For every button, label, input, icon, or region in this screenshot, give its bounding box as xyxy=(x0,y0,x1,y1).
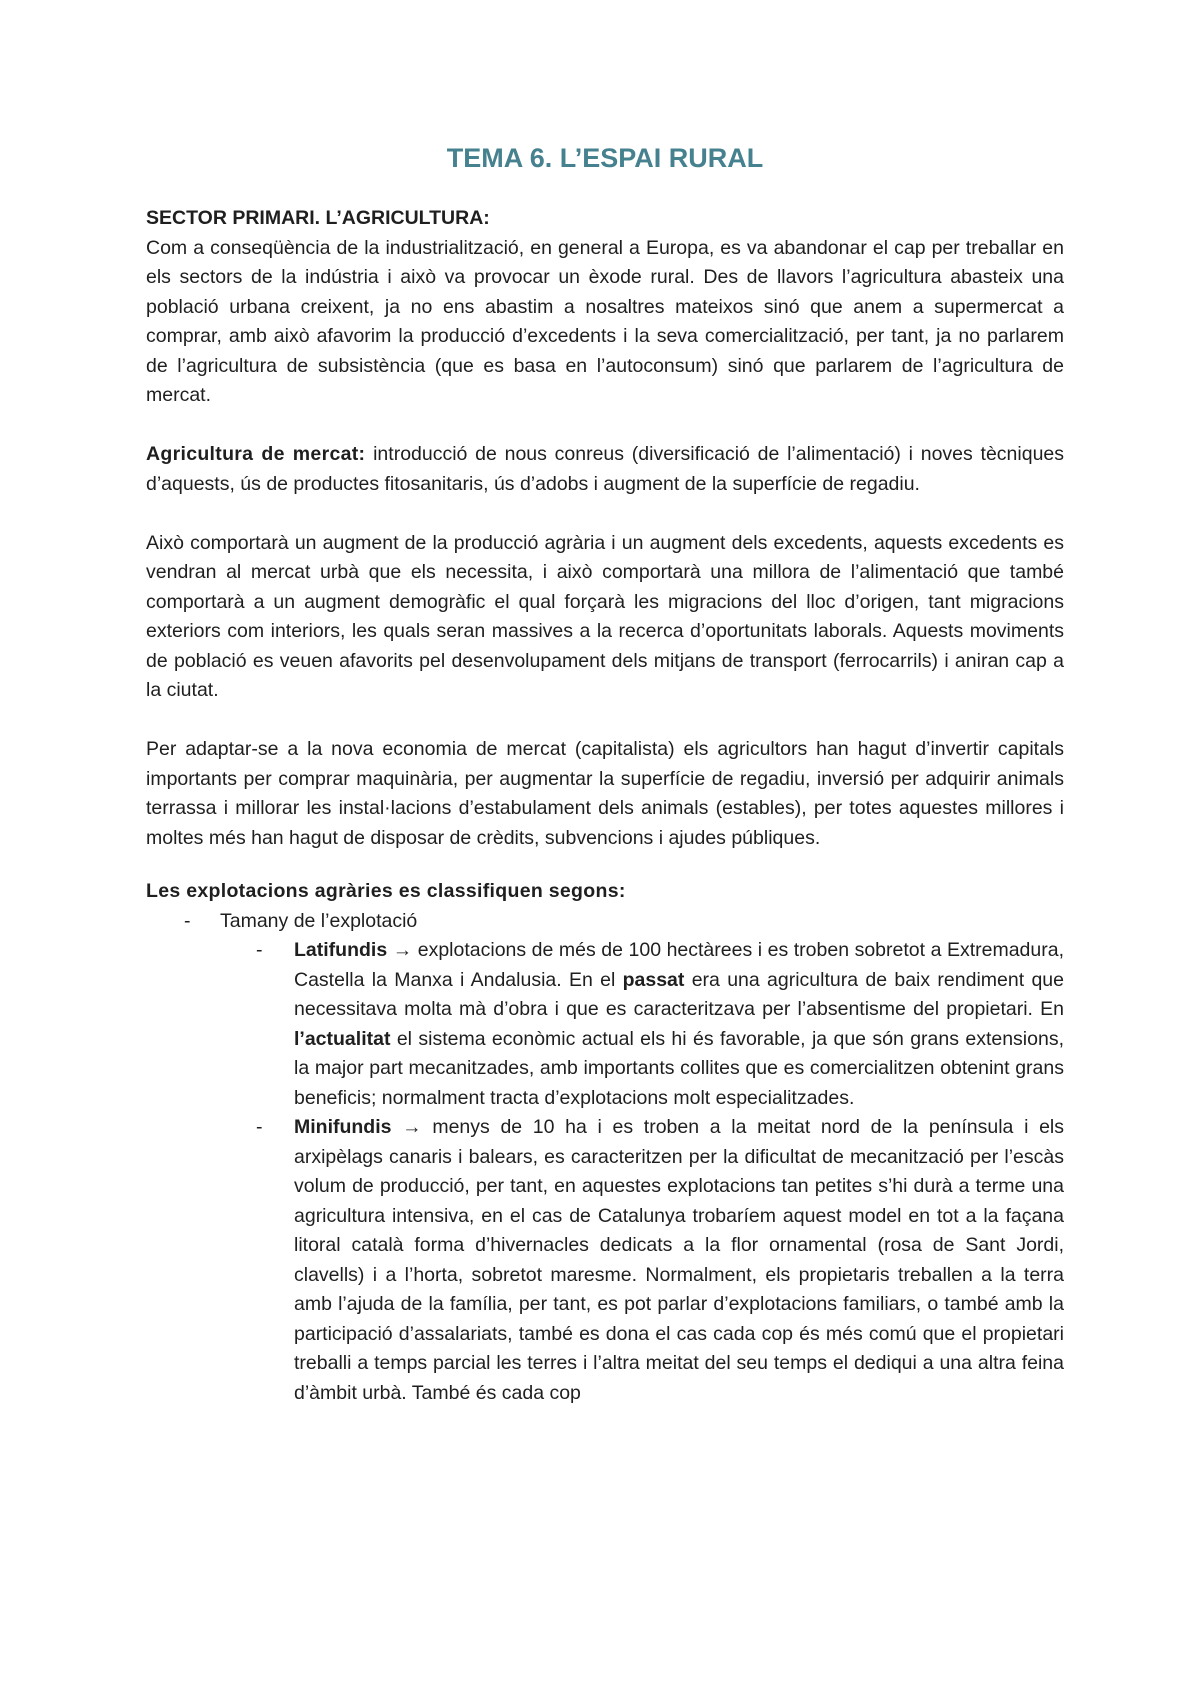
list-dash: - xyxy=(256,939,263,961)
classification-lead-line xyxy=(146,877,1064,907)
latifundis-bold-past: passat xyxy=(622,968,685,991)
market-agriculture-text: introducció de nous conreus (diversificació de l’alimentació) i noves tècniques d’aquests, ús de productes fitosanitaris, ús d’adobs i augment de la superfície de regadiu. xyxy=(146,443,1065,495)
list-item-size-label: Tamany de l’explotació xyxy=(220,909,418,932)
page-title: TEMA 6. L’ESPAI RURAL xyxy=(446,143,764,173)
latifundis-text-1: → explotacions de més de 100 hectàrees i es troben sobretot a Extremadura, Castella la Manxa i Andalusia. En el xyxy=(294,939,1064,991)
intro-paragraph: Com a conseqüència de la industrialització, en general a Europa, es va abandonar el cap per treballar en els sectors de la indústria i això va provocar un èxode rural. Des de llavors l’agricultura abasteix una població urbana creixent, ja no ens abastim a nosaltres mateixos sinó que anem a supermercat a comprar, amb això afavorim la producció d’excedents i la seva comercialització, per tant, ja no parlarem de l’agricultura de subsistència (que es basa en l’autoconsum) sinó que parlarem de l’agricultura de mercat. xyxy=(146,236,1064,406)
list-item-latifundis xyxy=(256,936,1064,1113)
latifundis-bold-present: l’actualitat xyxy=(294,1027,391,1050)
section-heading: SECTOR PRIMARI. L’AGRICULTURA: xyxy=(146,207,490,229)
latifundis-text-3: el sistema econòmic actual els hi és favorable, ja que són grans extensions, la major part mecanitzades, amb importants collites que es comercialitzen obtenint grans beneficis; normalment tracta d’explotacions molt especialitzades. xyxy=(294,1027,1064,1109)
minifundis-term: Minifundis xyxy=(294,1116,392,1138)
list-dash: - xyxy=(256,1116,263,1138)
classification-lead: Les explotacions agràries es classifiquen segons: xyxy=(146,880,626,902)
size-sublist xyxy=(220,936,1064,1408)
classification-list xyxy=(146,907,1064,1409)
document-page xyxy=(146,140,1064,1408)
list-item-size xyxy=(146,907,1064,1409)
list-dash: - xyxy=(184,909,191,932)
consequences-paragraph: Això comportarà un augment de la producció agrària i un augment dels excedents, aquests excedents es vendran al mercat urbà que els necessita, i això comportarà una millora de l’alimentació que també comportarà a un augment demogràfic el qual forçarà les migracions del lloc d’origen, tant migracions exteriors com interiors, les quals seran massives a la recerca d’oportunitats laborals. Aquests moviments de població es veuen afavorits pel desenvolupament dels mitjans de transport (ferrocarrils) i aniran cap a la ciutat. xyxy=(146,531,1064,701)
market-agriculture-paragraph xyxy=(146,440,1064,499)
minifundis-text: → menys de 10 ha i es troben a la meitat nord de la península i els arxipèlags canaris i balears, es caracteritzen per la dificultat de mecanització per l’escàs volum de producció, per tant, en aquestes explotacions tan petites s’hi durà a terme una agricultura intensiva, en el cas de Catalunya trobaríem aquest model en tot a la façana litoral català forma d’hivernacles dedicats a la flor ornamental (rosa de Sant Jordi, clavells) i a l’horta, sobretot maresme. Normalment, els propietaris treballen a la terra amb l’ajuda de la família, per tant, es pot parlar d’explotacions familiars, o també amb la participació d’assalariats, també es dona el cas cada cop és més comú que el propietari treballi a temps parcial les terres i l’altra meitat del seu temps el dediqui a una altra feina d’àmbit urbà. També és cada cop xyxy=(294,1116,1064,1404)
market-agriculture-lead: Agricultura de mercat: xyxy=(146,443,366,465)
list-item-minifundis xyxy=(256,1113,1064,1408)
latifundis-text-2: era una agricultura de baix rendiment que necessitava molta mà d’obra i que es caracteritzava per l’absentisme del propietari. En xyxy=(294,968,1064,1020)
capital-paragraph: Per adaptar-se a la nova economia de mercat (capitalista) els agricultors han hagut d’invertir capitals importants per comprar maquinària, per augmentar la superfície de regadiu, inversió per adquirir animals terrassa i millorar les instal·lacions d’estabulament dels animals (estables), per totes aquestes millores i moltes més han hagut de disposar de crèdits, subvencions i ajudes públiques. xyxy=(146,738,1064,849)
latifundis-term: Latifundis xyxy=(294,939,388,961)
